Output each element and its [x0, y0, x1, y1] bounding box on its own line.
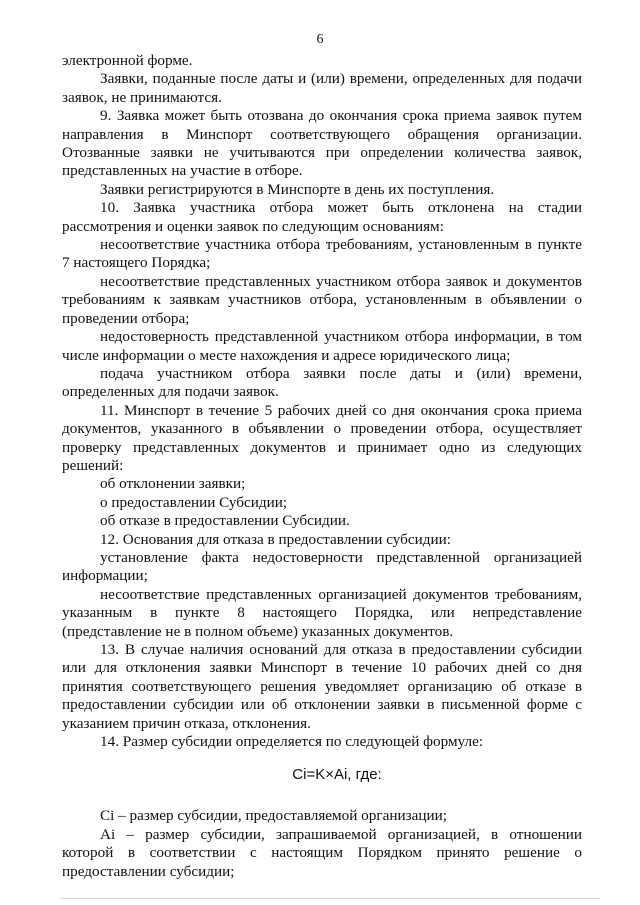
paragraph: несоответствие представленных организацией документов требованиям, указанным в пункте 8 настоящего Порядка, или непредставление (представление не в полном объеме) указанных документов. — [62, 585, 582, 640]
page-number: 6 — [316, 32, 324, 47]
paragraph-item-13: 13. В случае наличия оснований для отказа в предоставлении субсидии или для отклонения заявки Минспорт в течение 10 рабочих дней со дня принятия соответствующего решения уведомляет организацию об отказе в предоставлении субсидии или об отклонении заявки в письменной форме с указанием причин отказа, отклонения. — [62, 641, 582, 732]
paragraph-item-11: 11. Минспорт в течение 5 рабочих дней со дня окончания срока приема документов, указанного в объявлении о проведении отбора, осуществляет проверку представленных документов и принимает одно из следующих решений: — [62, 401, 582, 474]
definition: Ai – размер субсидии, запрашиваемой организацией, в отношении которой в соответствии с настоящим Порядком принято решение о предоставлении субсидии; — [62, 825, 582, 880]
paragraph: электронной форме. — [62, 52, 193, 69]
document-body — [62, 52, 582, 881]
scan-edge-line — [60, 898, 600, 899]
list-item: об отклонении заявки; — [100, 475, 246, 493]
paragraph: несоответствие участника отбора требованиям, установленным в пункте 7 настоящего Порядка; — [62, 236, 582, 272]
paragraph-item-10: 10. Заявка участника отбора может быть отклонена на стадии рассмотрения и оценки заявок по следующим основаниям: — [62, 199, 582, 235]
paragraph: подача участником отбора заявки после даты и (или) времени, определенных для подачи заявок. — [62, 364, 582, 401]
paragraph: установление факта недостоверности представленной организацией информации; — [62, 548, 582, 585]
list-item: о предоставлении Субсидии; — [100, 493, 288, 511]
paragraph: несоответствие представленных участником отбора заявок и документов требованиям к заявкам участников отбора, установленным в объявлении о проведении отбора; — [62, 272, 582, 327]
paragraph-item-9: 9. Заявка может быть отозвана до окончания срока приема заявок путем направления в Минспорт соответствующего обращения организации. Отозванные заявки не учитываются при определении количества заявок, представленных на участие в отборе. — [62, 107, 582, 180]
formula: Ci=K×Ai, где: — [292, 766, 382, 784]
paragraph: Заявки регистрируются в Минспорте в день их поступления. — [100, 180, 495, 198]
paragraph: недостоверность представленной участником отбора информации, в том числе информации о месте нахождения и адресе юридического лица; — [62, 328, 582, 364]
paragraph: Заявки, поданные после даты и (или) времени, определенных для подачи заявок, не принимаются. — [62, 70, 582, 106]
paragraph-item-14: 14. Размер субсидии определяется по следующей формуле: — [100, 733, 484, 751]
list-item: об отказе в предоставлении Субсидии. — [100, 512, 350, 530]
paragraph-item-12: 12. Основания для отказа в предоставлении субсидии: — [100, 530, 451, 548]
definition: Ci – размер субсидии, предоставляемой организации; — [100, 807, 447, 825]
